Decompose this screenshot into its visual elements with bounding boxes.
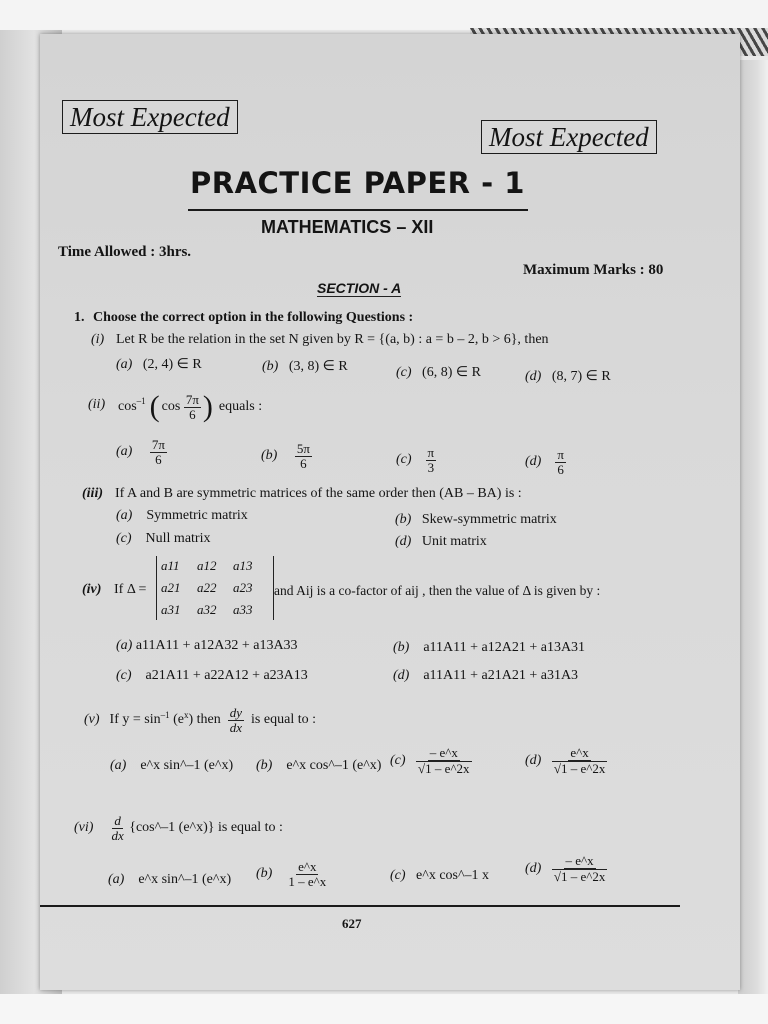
option-v-c bbox=[390, 746, 472, 775]
option-fraction bbox=[150, 438, 167, 466]
fraction-numerator: 5π bbox=[296, 441, 310, 456]
question-heading: Choose the correct option in the following Questions : bbox=[93, 310, 414, 325]
part-ii-expression bbox=[118, 386, 262, 428]
option-label: (c) bbox=[390, 868, 406, 883]
option-label: (d) bbox=[525, 860, 542, 876]
option-iv-a bbox=[116, 638, 298, 654]
fraction-numerator: π bbox=[557, 447, 564, 462]
fraction-denominator: 6 bbox=[557, 461, 564, 477]
time-allowed: Time Allowed : 3hrs. bbox=[58, 244, 192, 260]
option-label: (b) bbox=[395, 512, 412, 527]
option-vi-d bbox=[525, 854, 607, 883]
option-text: a21A11 + a22A12 + a23A13 bbox=[145, 668, 308, 683]
option-text: Symmetric matrix bbox=[146, 508, 248, 523]
inverse-superscript: –1 bbox=[136, 396, 146, 406]
part-ii-label: (ii) bbox=[88, 397, 106, 412]
option-text: e^x sin^–1 (e^x) bbox=[138, 872, 232, 887]
fraction-numerator: – e^x bbox=[429, 745, 458, 760]
determinant-suffix: and Aij is a co-factor of aij , then the value of Δ is given by : bbox=[274, 583, 601, 598]
fraction-numerator: d bbox=[114, 812, 121, 828]
matrix-entry: a33 bbox=[233, 602, 253, 617]
fraction-denominator: 6 bbox=[300, 455, 307, 471]
option-i-d bbox=[525, 368, 611, 385]
fraction-numerator: 7π bbox=[151, 437, 165, 452]
option-text: a11A11 + a12A32 + a13A33 bbox=[135, 638, 298, 653]
option-iii-a bbox=[116, 508, 248, 524]
matrix-entry: a12 bbox=[197, 558, 217, 573]
option-label: (d) bbox=[395, 534, 412, 549]
option-vi-c bbox=[390, 868, 489, 884]
option-iii-d bbox=[395, 534, 487, 550]
option-text: (8, 7) ∈ R bbox=[551, 369, 611, 384]
option-v-a bbox=[110, 758, 233, 774]
option-label: (b) bbox=[261, 448, 278, 464]
fraction-denominator: √1 – e^2x bbox=[553, 760, 606, 776]
option-label: (b) bbox=[262, 359, 279, 374]
part-i-label: (i) bbox=[91, 332, 105, 347]
maximum-marks: Maximum Marks : 80 bbox=[523, 262, 664, 278]
option-text: e^x cos^–1 (e^x) bbox=[286, 758, 382, 773]
option-text: e^x cos^–1 x bbox=[416, 868, 490, 883]
left-paren: ( bbox=[149, 390, 160, 423]
fraction-numerator: dy bbox=[229, 704, 243, 720]
fraction-numerator: π bbox=[427, 445, 435, 460]
fraction-denominator: 1 – e^x bbox=[288, 873, 327, 889]
part-v-label: (v) bbox=[84, 712, 100, 727]
part-iv-label: (iv) bbox=[82, 582, 102, 597]
exponent-superscript: x bbox=[184, 710, 189, 720]
option-v-b bbox=[256, 758, 381, 774]
option-text: Skew-symmetric matrix bbox=[421, 512, 557, 527]
option-fraction bbox=[555, 448, 566, 476]
cos-function: cos bbox=[118, 399, 137, 414]
section-heading: SECTION - A bbox=[317, 280, 402, 296]
fraction-numerator: 7π bbox=[185, 391, 199, 407]
paper-page bbox=[40, 34, 740, 990]
option-label: (a) bbox=[116, 508, 133, 523]
option-label: (b) bbox=[256, 866, 273, 882]
part-i-stem: Let R be the relation in the set N given by R = {(a, b) : a = b – 2, b > 6}, then bbox=[116, 332, 549, 347]
question-number: 1. bbox=[74, 310, 85, 325]
page-title: PRACTICE PAPER - 1 bbox=[190, 166, 525, 200]
option-label: (b) bbox=[393, 640, 410, 655]
stem-tail: is equal to : bbox=[251, 712, 316, 727]
option-iv-c bbox=[116, 668, 308, 684]
fraction-numerator: e^x bbox=[298, 859, 317, 874]
fraction-numerator: e^x bbox=[570, 745, 589, 760]
matrix-entry: a21 bbox=[161, 580, 181, 595]
derivative-fraction bbox=[228, 706, 244, 734]
option-label: (c) bbox=[390, 752, 406, 768]
argument-fraction bbox=[184, 393, 201, 421]
option-fraction bbox=[295, 442, 312, 470]
right-paren: ) bbox=[202, 390, 213, 423]
matrix-entry: a13 bbox=[233, 558, 253, 573]
part-vi-label: (vi) bbox=[74, 820, 94, 835]
matrix-entry: a32 bbox=[197, 602, 217, 617]
background-bottom bbox=[0, 994, 768, 1024]
cos-inner: cos bbox=[161, 399, 181, 414]
matrix-entry: a31 bbox=[161, 602, 181, 617]
subject-heading: MATHEMATICS – XII bbox=[261, 217, 434, 237]
option-fraction bbox=[552, 854, 608, 883]
option-text: Unit matrix bbox=[421, 534, 487, 549]
option-text: (2, 4) ∈ R bbox=[142, 357, 202, 372]
matrix-entry: a11 bbox=[161, 558, 180, 573]
option-label: (c) bbox=[116, 668, 132, 683]
option-ii-d bbox=[525, 448, 566, 476]
option-text: (3, 8) ∈ R bbox=[288, 359, 348, 374]
option-label: (a) bbox=[116, 357, 133, 372]
option-label: (c) bbox=[116, 531, 132, 546]
matrix-entry: a22 bbox=[197, 580, 217, 595]
option-label: (c) bbox=[396, 452, 412, 468]
option-i-b bbox=[262, 358, 348, 375]
fraction-denominator: √1 – e^2x bbox=[418, 760, 470, 776]
page-number: 627 bbox=[342, 916, 362, 931]
matrix-entry: a23 bbox=[233, 580, 253, 595]
option-text: e^x sin^–1 (e^x) bbox=[140, 758, 234, 773]
determinant-matrix bbox=[156, 556, 274, 620]
option-v-d bbox=[525, 746, 607, 775]
option-fraction bbox=[552, 746, 608, 775]
option-i-a bbox=[116, 356, 202, 373]
stem-text: If y = sin bbox=[109, 712, 161, 727]
fraction-numerator: – e^x bbox=[565, 853, 594, 868]
option-iii-c bbox=[116, 531, 210, 547]
option-vi-a bbox=[108, 872, 231, 888]
option-fraction bbox=[286, 860, 328, 888]
option-text: (6, 8) ∈ R bbox=[422, 365, 481, 380]
option-label: (d) bbox=[525, 454, 542, 470]
stem-text: (e bbox=[173, 712, 184, 727]
fraction-denominator: √1 – e^2x bbox=[553, 868, 606, 884]
fraction-denominator: 6 bbox=[189, 406, 196, 422]
stem-text: ) then bbox=[188, 712, 221, 727]
equals-text: equals : bbox=[218, 399, 263, 414]
title-underline bbox=[188, 209, 528, 211]
option-vi-b bbox=[256, 860, 328, 888]
option-label: (b) bbox=[256, 758, 273, 773]
option-i-c bbox=[396, 364, 481, 381]
option-iv-d bbox=[393, 668, 578, 684]
part-v-stem bbox=[84, 702, 316, 738]
option-label: (a) bbox=[116, 638, 133, 653]
fraction-denominator: 6 bbox=[155, 451, 162, 467]
option-text: a11A11 + a12A21 + a13A31 bbox=[423, 640, 586, 655]
option-label: (d) bbox=[525, 369, 542, 384]
fraction-denominator: 3 bbox=[427, 459, 435, 475]
inverse-superscript: –1 bbox=[160, 710, 170, 720]
determinant-prefix: If Δ = bbox=[114, 582, 147, 597]
most-expected-badge-left: Most Expected bbox=[62, 100, 238, 134]
right-page-edge bbox=[738, 60, 768, 994]
expression-text: {cos^–1 (e^x)} bbox=[129, 820, 215, 835]
option-iv-b bbox=[393, 640, 585, 656]
fraction-denominator: dx bbox=[229, 719, 243, 735]
derivative-operator bbox=[109, 814, 125, 842]
option-iii-b bbox=[395, 512, 557, 528]
option-label: (d) bbox=[525, 752, 542, 768]
fraction-denominator: dx bbox=[111, 827, 124, 843]
option-ii-c bbox=[396, 446, 436, 474]
part-vi-stem bbox=[74, 810, 283, 846]
option-text: a11A11 + a21A21 + a31A3 bbox=[423, 668, 579, 683]
option-text: Null matrix bbox=[145, 531, 211, 546]
option-label: (a) bbox=[108, 872, 125, 887]
part-iii-label: (iii) bbox=[82, 486, 103, 501]
option-label: (a) bbox=[110, 758, 127, 773]
option-label: (d) bbox=[393, 668, 410, 683]
option-label: (a) bbox=[116, 444, 133, 460]
option-fraction bbox=[416, 746, 472, 775]
most-expected-badge-right: Most Expected bbox=[481, 120, 657, 154]
option-label: (c) bbox=[396, 365, 412, 380]
stem-tail: is equal to : bbox=[218, 820, 283, 835]
option-ii-a bbox=[116, 438, 167, 466]
option-fraction bbox=[426, 446, 437, 474]
footer-rule bbox=[40, 905, 680, 907]
option-ii-b bbox=[261, 442, 312, 470]
background-top bbox=[0, 0, 768, 30]
part-iii-stem: If A and B are symmetric matrices of the same order then (AB – BA) is : bbox=[115, 486, 522, 501]
